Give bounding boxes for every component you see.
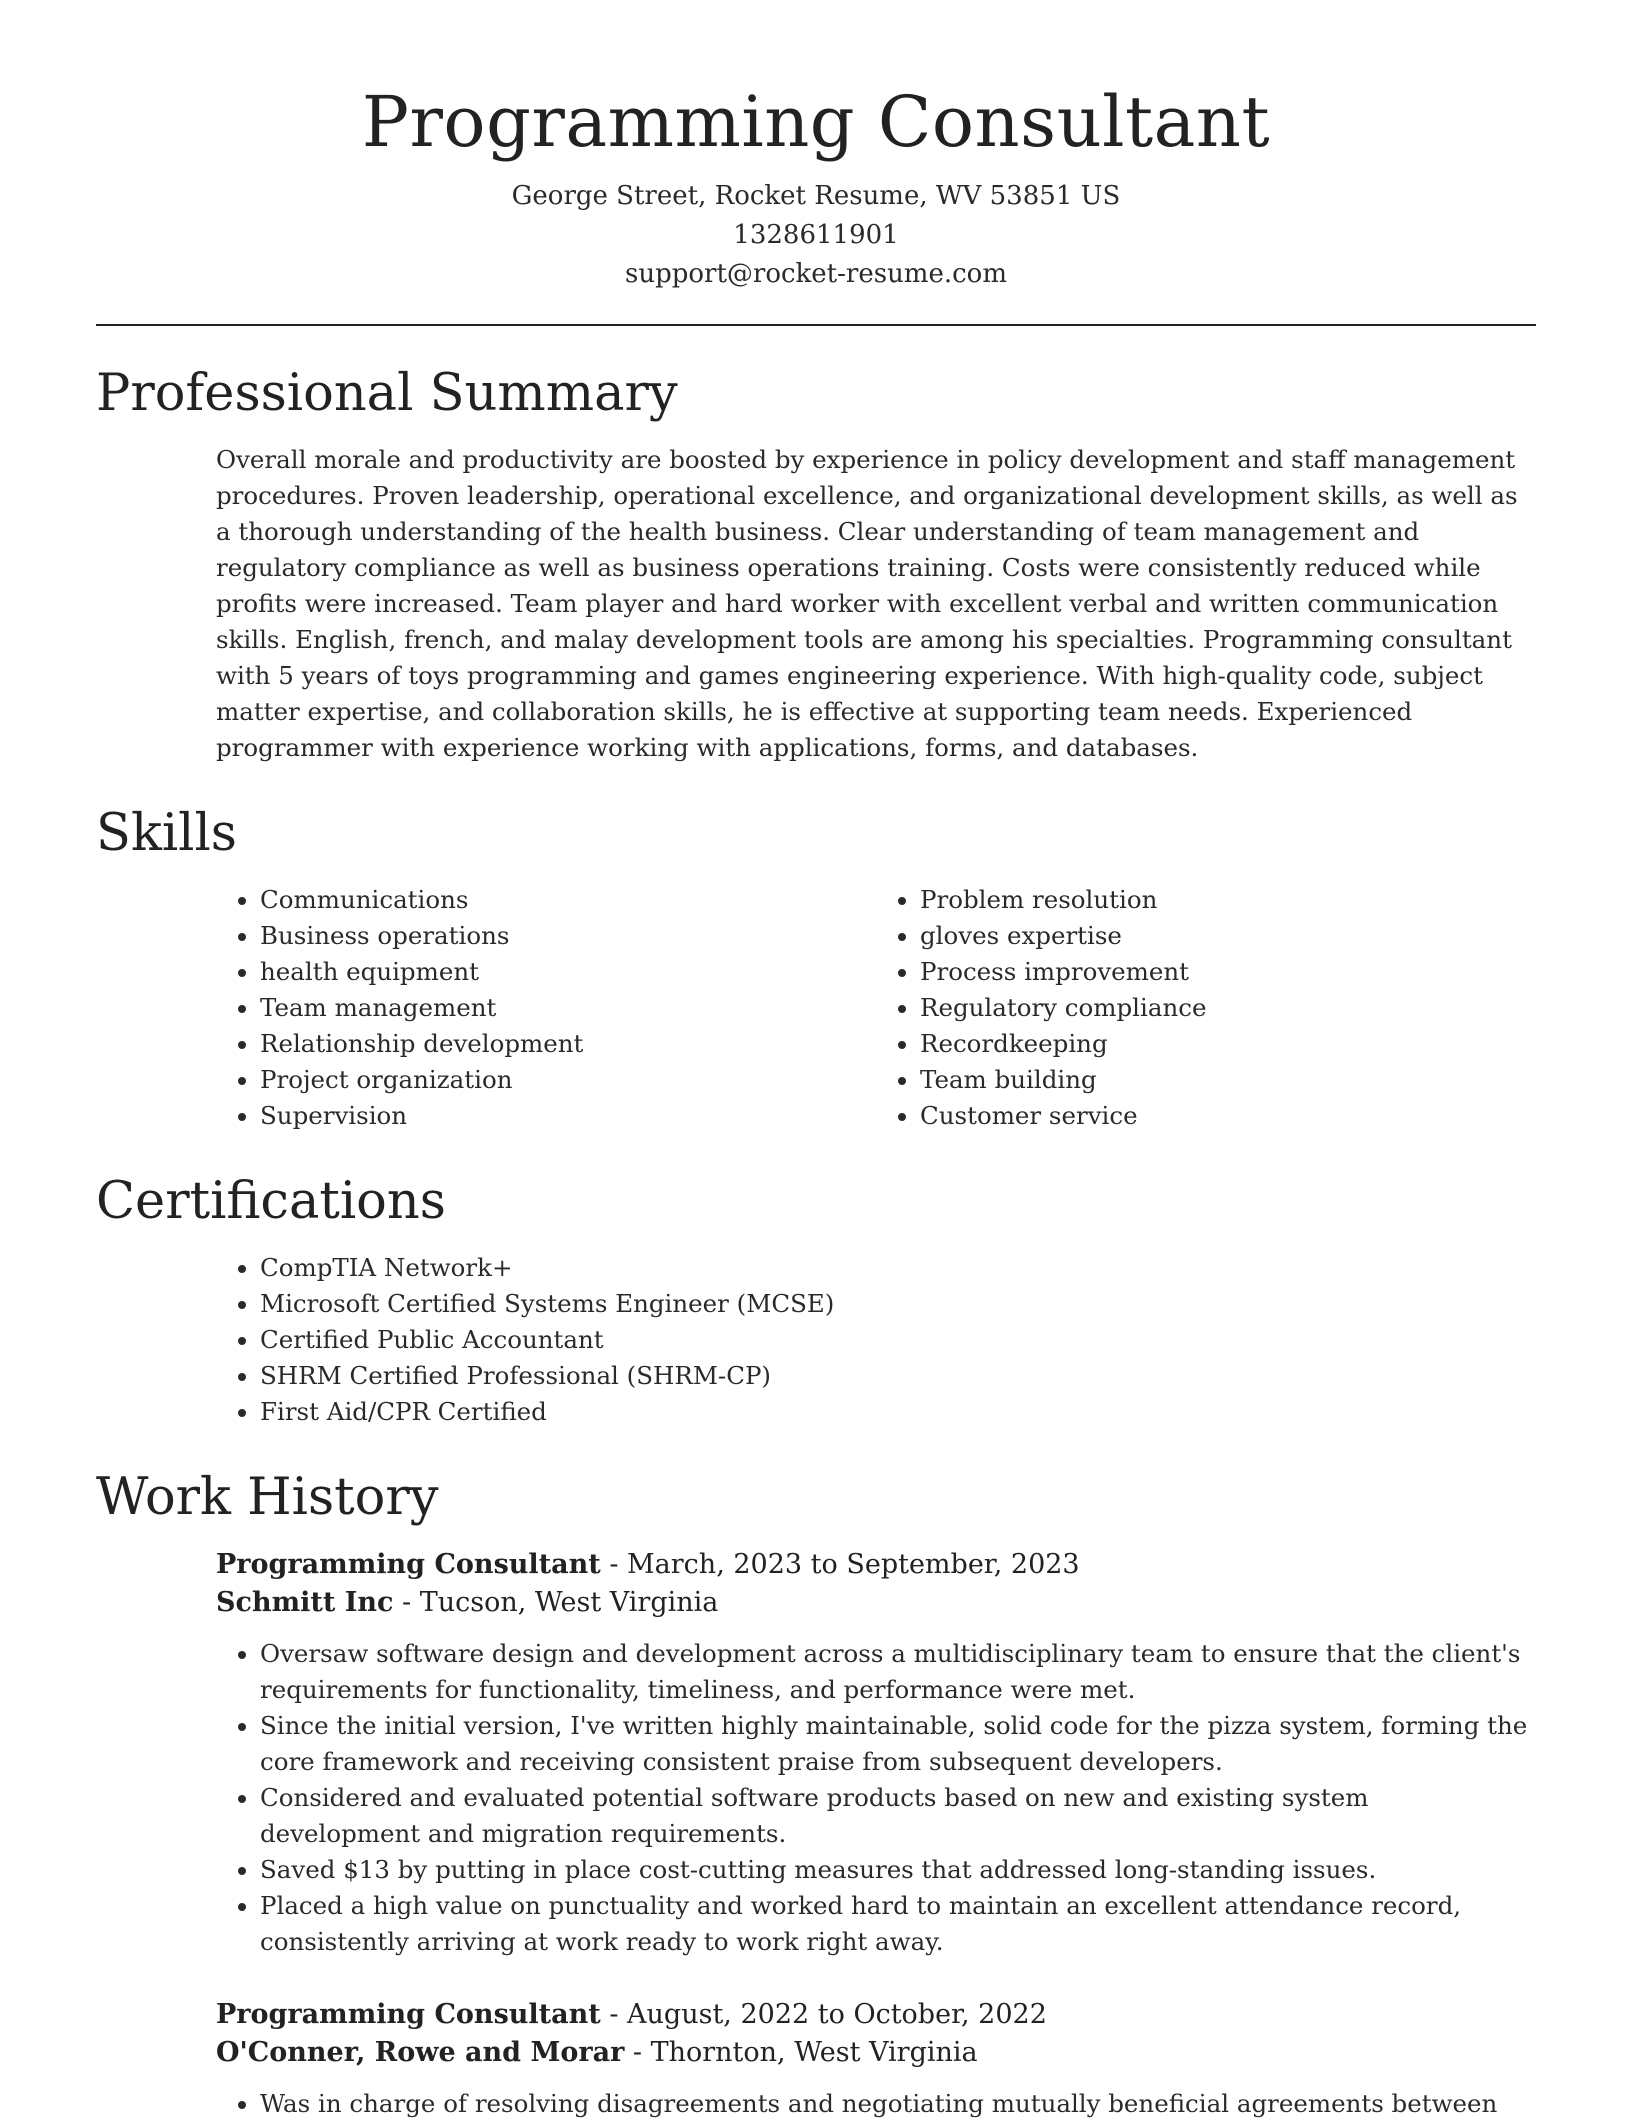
certification-item: • First Aid/CPR Certified [260, 1394, 1536, 1430]
job-company: O'Conner, Rowe and Morar [216, 2037, 625, 2069]
job-bullet: • Was in charge of resolving disagreements and negotiating mutually beneficial agreements between [260, 2086, 1536, 2122]
skill-item: • Relationship development [260, 1026, 876, 1062]
job-entry [216, 1996, 1536, 2122]
job-dates: August, 2022 to October, 2022 [627, 1999, 1047, 2031]
job-bullet: • Placed a high value on punctuality and worked hard to maintain an excellent attendance record, consistently arriving at work ready to work right away. [260, 1888, 1536, 1960]
header-divider [96, 324, 1536, 326]
job-bullets [216, 1636, 1536, 1960]
resume-title: Programming Consultant [361, 81, 1271, 163]
job-title: Programming Consultant [216, 1999, 601, 2031]
certification-item: • Certified Public Accountant [260, 1322, 1536, 1358]
job-title-line [216, 1996, 1536, 2034]
skill-item: • Team building [920, 1062, 1536, 1098]
resume-header [96, 0, 1536, 326]
job-separator: - [600, 1549, 628, 1581]
job-bullets [216, 2086, 1536, 2122]
skill-item: • Communications [260, 882, 876, 918]
skills-list-right [876, 882, 1536, 1134]
certifications-heading: Certifications [96, 1172, 446, 1232]
job-entry [216, 1546, 1536, 1960]
certification-item: • Microsoft Certified Systems Engineer (MCSE) [260, 1286, 1536, 1322]
job-title-line [216, 1546, 1536, 1584]
certifications-list [216, 1250, 1536, 1430]
contact-address: George Street, Rocket Resume, WV 53851 US [511, 181, 1121, 211]
skill-item: • Project organization [260, 1062, 876, 1098]
summary-section [96, 442, 1536, 766]
contact-phone: 1328611901 [733, 220, 899, 250]
summary-text: Overall morale and productivity are boosted by experience in policy development and staff management procedures. Proven leadership, operational excellence, and organizational development skills, as well as a thorough understanding of the health business. Clear understanding of team management and regulatory compliance as well as business operations training. Costs were consistently reduced while profits were increased. Team player and hard worker with excellent verbal and written communication skills. English, french, and malay development tools are among his specialties. Programming consultant with 5 years of toys programming and games engineering experience. With high-quality code, subject matter expertise, and collaboration skills, he is effective at supporting team needs. Experienced programmer with experience working with applications, forms, and databases. [216, 445, 1518, 763]
skills-section [96, 882, 1536, 1134]
job-bullet: • Since the initial version, I've written highly maintainable, solid code for the pizza system, forming the core framework and receiving consistent praise from subsequent developers. [260, 1708, 1536, 1780]
job-location: Tucson, West Virginia [419, 1587, 719, 1619]
job-location: Thornton, West Virginia [650, 2037, 978, 2069]
job-title: Programming Consultant [216, 1549, 601, 1581]
skill-item: • Customer service [920, 1098, 1536, 1134]
contact-email: support@rocket-resume.com [624, 259, 1007, 289]
summary-heading: Professional Summary [96, 364, 678, 423]
job-separator: - [600, 1999, 628, 2031]
skill-item: • Supervision [260, 1098, 876, 1134]
skill-item: • gloves expertise [920, 918, 1536, 954]
job-separator: - [393, 1587, 420, 1619]
skill-item: • Business operations [260, 918, 876, 954]
skill-item: • Process improvement [920, 954, 1536, 990]
skills-list-left [216, 882, 876, 1134]
job-separator: - [624, 2037, 651, 2069]
certification-item: • SHRM Certified Professional (SHRM-CP) [260, 1358, 1536, 1394]
certifications-section [96, 1250, 1536, 1430]
job-company-line [216, 1584, 1536, 1622]
job-bullet: • Saved $13 by putting in place cost-cutting measures that addressed long-standing issues. [260, 1852, 1536, 1888]
work-history-heading: Work History [96, 1468, 439, 1528]
certification-item: • CompTIA Network+ [260, 1250, 1536, 1286]
job-bullet: • Considered and evaluated potential software products based on new and existing system development and migration requirements. [260, 1780, 1536, 1852]
skill-item: • Team management [260, 990, 876, 1026]
job-company-line [216, 2034, 1536, 2072]
work-history-section [96, 1546, 1536, 2122]
skill-item: • health equipment [260, 954, 876, 990]
contact-block [96, 177, 1536, 294]
skills-heading: Skills [96, 804, 237, 864]
job-bullet: • Oversaw software design and development across a multidisciplinary team to ensure that the client's requirements for functionality, timeliness, and performance were met. [260, 1636, 1536, 1708]
job-company: Schmitt Inc [216, 1587, 394, 1619]
skill-item: • Recordkeeping [920, 1026, 1536, 1062]
job-dates: March, 2023 to September, 2023 [627, 1549, 1080, 1581]
skill-item: • Problem resolution [920, 882, 1536, 918]
skill-item: • Regulatory compliance [920, 990, 1536, 1026]
